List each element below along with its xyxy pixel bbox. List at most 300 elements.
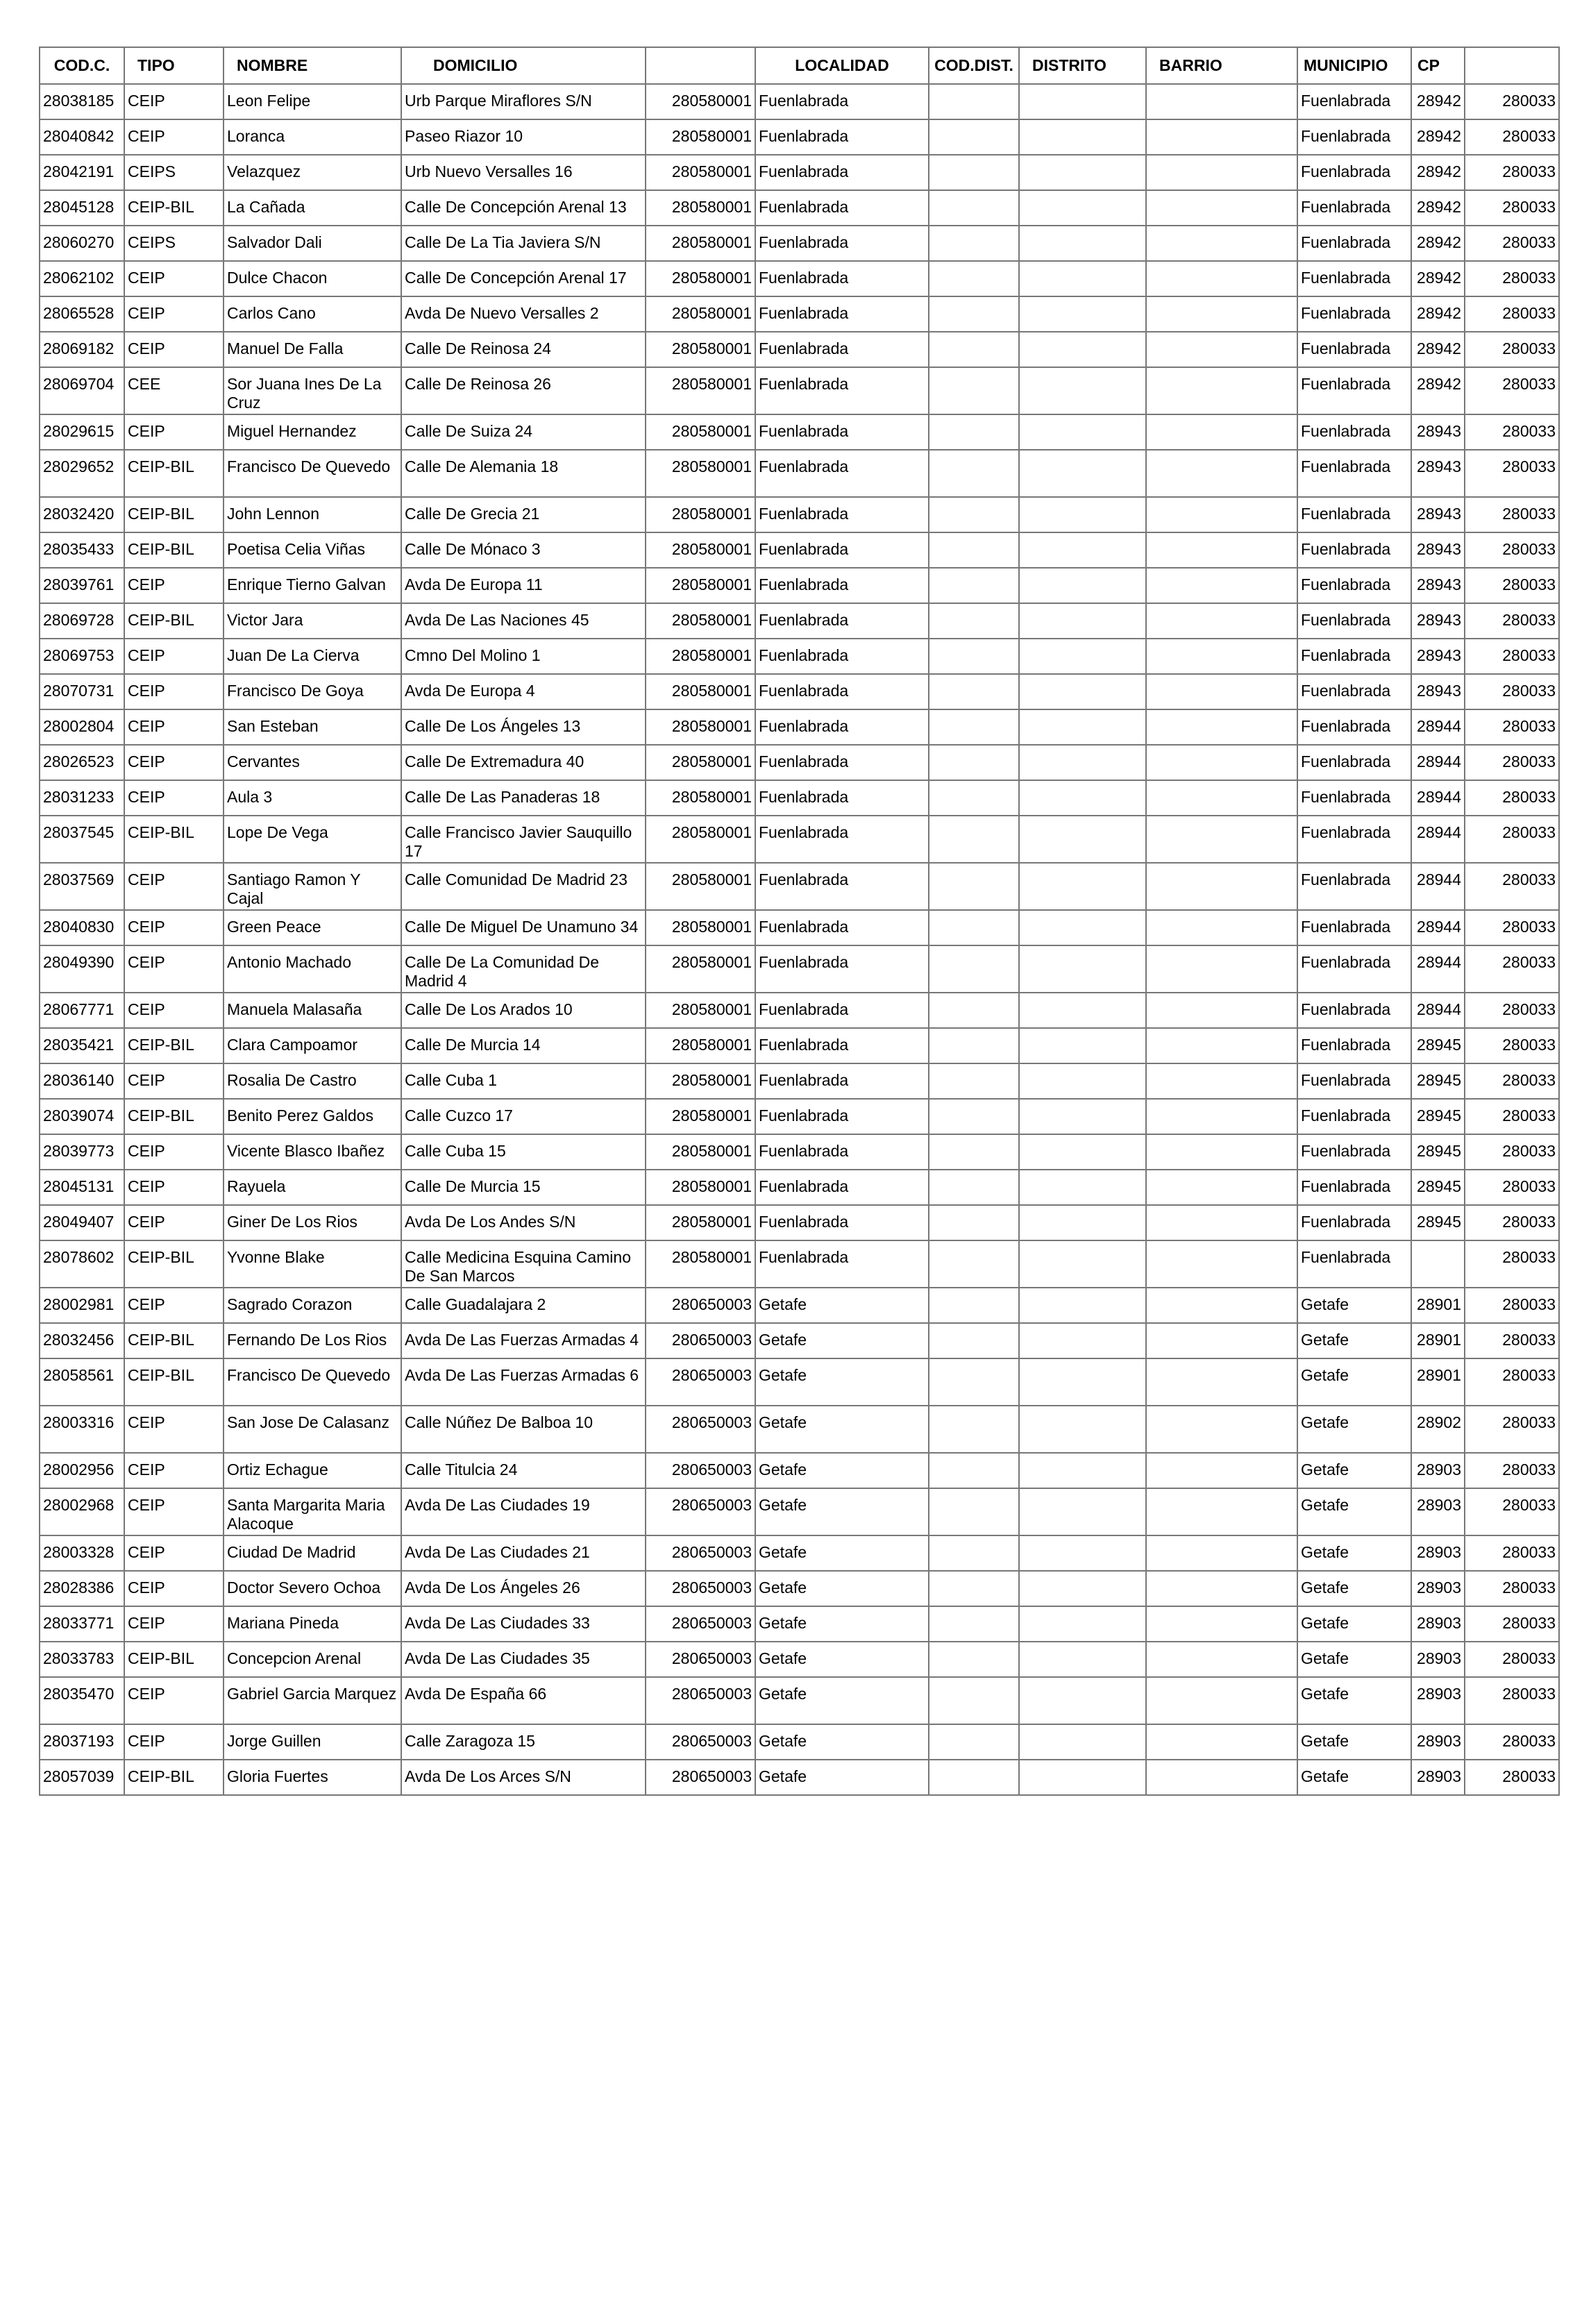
cell-distrito [1019, 945, 1146, 993]
cell-distrito [1019, 1170, 1146, 1205]
cell-cod-dist [929, 190, 1019, 226]
cell-localidad: Fuenlabrada [755, 945, 929, 993]
cell-cod-dist [929, 1134, 1019, 1170]
cell-code: 280580001 [646, 816, 755, 863]
cell-tipo: CEIP-BIL [124, 450, 224, 497]
cell-code2: 280033 [1465, 1453, 1559, 1488]
table-row [40, 1677, 1559, 1724]
cell-barrio [1146, 745, 1297, 780]
cell-nombre: Dulce Chacon [224, 261, 401, 296]
cell-barrio [1146, 450, 1297, 497]
cell-cp: 28944 [1411, 816, 1465, 863]
cell-cod-dist [929, 1323, 1019, 1358]
cell-localidad: Fuenlabrada [755, 1205, 929, 1240]
cell-code: 280580001 [646, 945, 755, 993]
cell-tipo: CEIP [124, 414, 224, 450]
cell-tipo: CEIP-BIL [124, 1240, 224, 1288]
table-row [40, 1099, 1559, 1134]
cell-nombre: Poetisa Celia Viñas [224, 532, 401, 568]
cell-domicilio: Calle De Concepción Arenal 17 [401, 261, 646, 296]
cell-cod-dist [929, 780, 1019, 816]
cell-tipo: CEIP [124, 863, 224, 910]
cell-barrio [1146, 1288, 1297, 1323]
cell-barrio [1146, 1453, 1297, 1488]
cell-nombre: Rayuela [224, 1170, 401, 1205]
cell-domicilio: Avda De Las Ciudades 35 [401, 1642, 646, 1677]
cell-code: 280580001 [646, 414, 755, 450]
cell-code2: 280033 [1465, 261, 1559, 296]
cell-tipo: CEIP-BIL [124, 603, 224, 639]
cell-nombre: San Jose De Calasanz [224, 1406, 401, 1453]
cell-localidad: Fuenlabrada [755, 1028, 929, 1063]
cell-cod-dist [929, 674, 1019, 709]
cell-nombre: Santa Margarita Maria Alacoque [224, 1488, 401, 1535]
col-header-cp: CP [1411, 47, 1465, 84]
cell-distrito [1019, 1724, 1146, 1760]
table-row [40, 993, 1559, 1028]
cell-municipio: Getafe [1297, 1406, 1411, 1453]
cell-code: 280650003 [646, 1535, 755, 1571]
cell-domicilio: Calle Francisco Javier Sauquillo 17 [401, 816, 646, 863]
table-row [40, 780, 1559, 816]
cell-cod-dist [929, 709, 1019, 745]
cell-localidad: Getafe [755, 1677, 929, 1724]
cell-barrio [1146, 367, 1297, 414]
cell-code2: 280033 [1465, 414, 1559, 450]
cell-distrito [1019, 367, 1146, 414]
cell-cod-c: 28042191 [40, 155, 124, 190]
cell-cod-dist [929, 226, 1019, 261]
cell-localidad: Fuenlabrada [755, 674, 929, 709]
cell-domicilio: Calle Comunidad De Madrid 23 [401, 863, 646, 910]
cell-distrito [1019, 226, 1146, 261]
cell-code2: 280033 [1465, 497, 1559, 532]
cell-cp: 28942 [1411, 155, 1465, 190]
table-row [40, 1134, 1559, 1170]
cell-cod-c: 28038185 [40, 84, 124, 119]
cell-nombre: Giner De Los Rios [224, 1205, 401, 1240]
cell-tipo: CEIP [124, 1724, 224, 1760]
cell-barrio [1146, 226, 1297, 261]
cell-nombre: La Cañada [224, 190, 401, 226]
cell-domicilio: Calle De Reinosa 24 [401, 332, 646, 367]
cell-barrio [1146, 332, 1297, 367]
cell-distrito [1019, 84, 1146, 119]
cell-municipio: Fuenlabrada [1297, 780, 1411, 816]
table-row [40, 414, 1559, 450]
cell-code: 280580001 [646, 1134, 755, 1170]
cell-nombre: Aula 3 [224, 780, 401, 816]
cell-tipo: CEIP [124, 84, 224, 119]
cell-tipo: CEIP [124, 332, 224, 367]
cell-code: 280580001 [646, 1205, 755, 1240]
cell-cp: 28944 [1411, 745, 1465, 780]
cell-nombre: Gloria Fuertes [224, 1760, 401, 1795]
cell-cod-dist [929, 993, 1019, 1028]
cell-cod-c: 28033771 [40, 1606, 124, 1642]
table-row [40, 532, 1559, 568]
cell-tipo: CEIP [124, 568, 224, 603]
cell-nombre: Sor Juana Ines De La Cruz [224, 367, 401, 414]
cell-code: 280650003 [646, 1453, 755, 1488]
cell-barrio [1146, 497, 1297, 532]
cell-domicilio: Calle De La Comunidad De Madrid 4 [401, 945, 646, 993]
cell-municipio: Getafe [1297, 1288, 1411, 1323]
cell-cod-c: 28039773 [40, 1134, 124, 1170]
cell-cod-dist [929, 261, 1019, 296]
cell-code: 280580001 [646, 1170, 755, 1205]
cell-distrito [1019, 532, 1146, 568]
cell-barrio [1146, 1677, 1297, 1724]
cell-distrito [1019, 261, 1146, 296]
cell-domicilio: Calle De Extremadura 40 [401, 745, 646, 780]
cell-localidad: Getafe [755, 1288, 929, 1323]
cell-municipio: Getafe [1297, 1677, 1411, 1724]
cell-tipo: CEIP [124, 1406, 224, 1453]
cell-code2: 280033 [1465, 1358, 1559, 1406]
cell-cod-dist [929, 296, 1019, 332]
cell-cod-dist [929, 1535, 1019, 1571]
cell-domicilio: Calle De Murcia 15 [401, 1170, 646, 1205]
cell-barrio [1146, 1358, 1297, 1406]
cell-localidad: Fuenlabrada [755, 226, 929, 261]
cell-cod-c: 28045128 [40, 190, 124, 226]
cell-code: 280650003 [646, 1642, 755, 1677]
col-header-cod-dist: COD.DIST. [929, 47, 1019, 84]
cell-localidad: Fuenlabrada [755, 1134, 929, 1170]
cell-municipio: Fuenlabrada [1297, 226, 1411, 261]
table-row [40, 1063, 1559, 1099]
cell-cp: 28942 [1411, 332, 1465, 367]
cell-tipo: CEIP [124, 1134, 224, 1170]
col-header-localidad: LOCALIDAD [755, 47, 929, 84]
cell-municipio: Getafe [1297, 1323, 1411, 1358]
cell-domicilio: Avda De Los Arces S/N [401, 1760, 646, 1795]
cell-nombre: Leon Felipe [224, 84, 401, 119]
cell-municipio: Fuenlabrada [1297, 993, 1411, 1028]
cell-cp: 28943 [1411, 414, 1465, 450]
cell-municipio: Getafe [1297, 1453, 1411, 1488]
cell-nombre: Santiago Ramon Y Cajal [224, 863, 401, 910]
cell-barrio [1146, 910, 1297, 945]
cell-cod-c: 28033783 [40, 1642, 124, 1677]
cell-localidad: Fuenlabrada [755, 190, 929, 226]
cell-municipio: Fuenlabrada [1297, 497, 1411, 532]
cell-localidad: Fuenlabrada [755, 296, 929, 332]
cell-code2: 280033 [1465, 532, 1559, 568]
cell-domicilio: Calle De Murcia 14 [401, 1028, 646, 1063]
cell-barrio [1146, 1063, 1297, 1099]
cell-code2: 280033 [1465, 1642, 1559, 1677]
cell-distrito [1019, 1453, 1146, 1488]
cell-domicilio: Calle Titulcia 24 [401, 1453, 646, 1488]
cell-code: 280650003 [646, 1571, 755, 1606]
cell-code: 280580001 [646, 226, 755, 261]
cell-municipio: Fuenlabrada [1297, 910, 1411, 945]
cell-municipio: Fuenlabrada [1297, 674, 1411, 709]
cell-domicilio: Avda De España 66 [401, 1677, 646, 1724]
cell-cp: 28903 [1411, 1453, 1465, 1488]
cell-cod-c: 28065528 [40, 296, 124, 332]
cell-tipo: CEIP [124, 1535, 224, 1571]
cell-code2: 280033 [1465, 226, 1559, 261]
table-row [40, 1205, 1559, 1240]
cell-cod-dist [929, 1677, 1019, 1724]
cell-tipo: CEIP [124, 745, 224, 780]
table-row [40, 1488, 1559, 1535]
cell-code2: 280033 [1465, 332, 1559, 367]
cell-code: 280650003 [646, 1488, 755, 1535]
cell-municipio: Fuenlabrada [1297, 745, 1411, 780]
cell-code2: 280033 [1465, 568, 1559, 603]
cell-localidad: Fuenlabrada [755, 414, 929, 450]
cell-cod-c: 28069753 [40, 639, 124, 674]
cell-cod-c: 28026523 [40, 745, 124, 780]
cell-cod-c: 28070731 [40, 674, 124, 709]
cell-code: 280580001 [646, 296, 755, 332]
cell-cod-c: 28039761 [40, 568, 124, 603]
cell-barrio [1146, 1488, 1297, 1535]
cell-domicilio: Avda De Europa 4 [401, 674, 646, 709]
cell-cod-dist [929, 1205, 1019, 1240]
cell-cod-dist [929, 1099, 1019, 1134]
cell-distrito [1019, 603, 1146, 639]
cell-nombre: John Lennon [224, 497, 401, 532]
cell-cod-dist [929, 367, 1019, 414]
cell-code: 280580001 [646, 190, 755, 226]
cell-localidad: Getafe [755, 1323, 929, 1358]
cell-localidad: Fuenlabrada [755, 497, 929, 532]
cell-localidad: Fuenlabrada [755, 155, 929, 190]
cell-cod-c: 28003316 [40, 1406, 124, 1453]
cell-domicilio: Calle Zaragoza 15 [401, 1724, 646, 1760]
cell-cod-c: 28069728 [40, 603, 124, 639]
cell-municipio: Fuenlabrada [1297, 155, 1411, 190]
cell-nombre: Sagrado Corazon [224, 1288, 401, 1323]
cell-distrito [1019, 1677, 1146, 1724]
cell-cp: 28945 [1411, 1099, 1465, 1134]
cell-code2: 280033 [1465, 1134, 1559, 1170]
cell-code2: 280033 [1465, 1760, 1559, 1795]
cell-cod-c: 28036140 [40, 1063, 124, 1099]
cell-tipo: CEIP [124, 1571, 224, 1606]
cell-tipo: CEIP-BIL [124, 1358, 224, 1406]
cell-cp: 28903 [1411, 1535, 1465, 1571]
cell-cod-c: 28040830 [40, 910, 124, 945]
cell-barrio [1146, 1134, 1297, 1170]
cell-nombre: Ciudad De Madrid [224, 1535, 401, 1571]
header-row [40, 47, 1559, 84]
cell-nombre: Doctor Severo Ochoa [224, 1571, 401, 1606]
cell-code2: 280033 [1465, 745, 1559, 780]
cell-code2: 280033 [1465, 1323, 1559, 1358]
cell-domicilio: Calle Guadalajara 2 [401, 1288, 646, 1323]
cell-cod-dist [929, 497, 1019, 532]
cell-code: 280580001 [646, 261, 755, 296]
cell-code: 280650003 [646, 1677, 755, 1724]
cell-municipio: Getafe [1297, 1488, 1411, 1535]
cell-cod-dist [929, 745, 1019, 780]
cell-municipio: Fuenlabrada [1297, 1028, 1411, 1063]
cell-localidad: Fuenlabrada [755, 532, 929, 568]
cell-barrio [1146, 1760, 1297, 1795]
schools-table [39, 47, 1560, 1796]
cell-distrito [1019, 1606, 1146, 1642]
cell-code2: 280033 [1465, 1099, 1559, 1134]
cell-barrio [1146, 296, 1297, 332]
cell-code: 280580001 [646, 745, 755, 780]
cell-municipio: Fuenlabrada [1297, 414, 1411, 450]
cell-localidad: Fuenlabrada [755, 910, 929, 945]
cell-municipio: Getafe [1297, 1535, 1411, 1571]
cell-cp: 28943 [1411, 639, 1465, 674]
cell-nombre: Benito Perez Galdos [224, 1099, 401, 1134]
cell-municipio: Fuenlabrada [1297, 709, 1411, 745]
cell-cp: 28944 [1411, 910, 1465, 945]
cell-domicilio: Cmno Del Molino 1 [401, 639, 646, 674]
cell-cp: 28944 [1411, 993, 1465, 1028]
col-header-municipio: MUNICIPIO [1297, 47, 1411, 84]
cell-tipo: CEIP [124, 910, 224, 945]
cell-localidad: Fuenlabrada [755, 1170, 929, 1205]
cell-barrio [1146, 532, 1297, 568]
table-row [40, 1760, 1559, 1795]
cell-code: 280580001 [646, 603, 755, 639]
cell-distrito [1019, 1134, 1146, 1170]
cell-tipo: CEIP [124, 1606, 224, 1642]
cell-tipo: CEIP [124, 1063, 224, 1099]
cell-nombre: Ortiz Echague [224, 1453, 401, 1488]
cell-tipo: CEIP [124, 1488, 224, 1535]
cell-cp: 28942 [1411, 226, 1465, 261]
cell-code2: 280033 [1465, 863, 1559, 910]
cell-tipo: CEIP [124, 709, 224, 745]
cell-cod-dist [929, 1358, 1019, 1406]
cell-barrio [1146, 709, 1297, 745]
cell-tipo: CEIP-BIL [124, 1323, 224, 1358]
cell-cod-dist [929, 155, 1019, 190]
cell-barrio [1146, 1170, 1297, 1205]
cell-localidad: Fuenlabrada [755, 1240, 929, 1288]
cell-code2: 280033 [1465, 1724, 1559, 1760]
cell-code: 280580001 [646, 674, 755, 709]
cell-cod-c: 28040842 [40, 119, 124, 155]
table-row [40, 1358, 1559, 1406]
cell-distrito [1019, 780, 1146, 816]
cell-localidad: Fuenlabrada [755, 603, 929, 639]
cell-cod-dist [929, 1724, 1019, 1760]
cell-distrito [1019, 1760, 1146, 1795]
cell-barrio [1146, 1406, 1297, 1453]
cell-domicilio: Calle De Miguel De Unamuno 34 [401, 910, 646, 945]
cell-localidad: Fuenlabrada [755, 332, 929, 367]
cell-cod-dist [929, 1453, 1019, 1488]
cell-localidad: Fuenlabrada [755, 367, 929, 414]
cell-cod-c: 28058561 [40, 1358, 124, 1406]
cell-localidad: Getafe [755, 1760, 929, 1795]
table-row [40, 1571, 1559, 1606]
cell-domicilio: Calle De Los Ángeles 13 [401, 709, 646, 745]
cell-code2: 280033 [1465, 296, 1559, 332]
cell-municipio: Getafe [1297, 1606, 1411, 1642]
cell-barrio [1146, 603, 1297, 639]
cell-municipio: Getafe [1297, 1760, 1411, 1795]
cell-code: 280650003 [646, 1323, 755, 1358]
cell-code: 280580001 [646, 639, 755, 674]
cell-distrito [1019, 1063, 1146, 1099]
cell-code2: 280033 [1465, 1170, 1559, 1205]
cell-cod-dist [929, 1240, 1019, 1288]
cell-cod-dist [929, 1642, 1019, 1677]
cell-barrio [1146, 816, 1297, 863]
table-row [40, 261, 1559, 296]
cell-code2: 280033 [1465, 1606, 1559, 1642]
cell-code: 280650003 [646, 1606, 755, 1642]
cell-localidad: Getafe [755, 1488, 929, 1535]
cell-code2: 280033 [1465, 119, 1559, 155]
cell-cod-c: 28029615 [40, 414, 124, 450]
cell-cod-c: 28032456 [40, 1323, 124, 1358]
cell-cod-dist [929, 1406, 1019, 1453]
cell-domicilio: Avda De Las Ciudades 21 [401, 1535, 646, 1571]
cell-barrio [1146, 1028, 1297, 1063]
cell-domicilio: Calle Cuba 15 [401, 1134, 646, 1170]
cell-nombre: Jorge Guillen [224, 1724, 401, 1760]
cell-municipio: Fuenlabrada [1297, 603, 1411, 639]
col-header-blank-2 [1465, 47, 1559, 84]
cell-tipo: CEIP [124, 993, 224, 1028]
cell-municipio: Fuenlabrada [1297, 296, 1411, 332]
cell-cp: 28945 [1411, 1063, 1465, 1099]
cell-cp: 28944 [1411, 945, 1465, 993]
cell-municipio: Fuenlabrada [1297, 816, 1411, 863]
cell-distrito [1019, 1240, 1146, 1288]
cell-domicilio: Calle De Las Panaderas 18 [401, 780, 646, 816]
cell-code: 280580001 [646, 332, 755, 367]
cell-code: 280580001 [646, 367, 755, 414]
cell-code2: 280033 [1465, 1205, 1559, 1240]
cell-cp: 28942 [1411, 261, 1465, 296]
cell-localidad: Fuenlabrada [755, 84, 929, 119]
cell-code2: 280033 [1465, 709, 1559, 745]
col-header-domicilio: DOMICILIO [401, 47, 646, 84]
cell-cp: 28944 [1411, 709, 1465, 745]
cell-cod-c: 28002968 [40, 1488, 124, 1535]
cell-localidad: Fuenlabrada [755, 1063, 929, 1099]
cell-barrio [1146, 155, 1297, 190]
cell-barrio [1146, 1240, 1297, 1288]
cell-cod-c: 28031233 [40, 780, 124, 816]
cell-cod-dist [929, 414, 1019, 450]
cell-nombre: Fernando De Los Rios [224, 1323, 401, 1358]
cell-code2: 280033 [1465, 1571, 1559, 1606]
cell-nombre: Cervantes [224, 745, 401, 780]
cell-localidad: Fuenlabrada [755, 993, 929, 1028]
cell-cp: 28903 [1411, 1760, 1465, 1795]
cell-cod-c: 28037569 [40, 863, 124, 910]
table-row [40, 639, 1559, 674]
cell-distrito [1019, 568, 1146, 603]
cell-nombre: Vicente Blasco Ibañez [224, 1134, 401, 1170]
cell-barrio [1146, 639, 1297, 674]
cell-domicilio: Avda De Las Ciudades 33 [401, 1606, 646, 1642]
cell-cod-c: 28002956 [40, 1453, 124, 1488]
col-header-distrito: DISTRITO [1019, 47, 1146, 84]
cell-domicilio: Avda De Europa 11 [401, 568, 646, 603]
cell-code2: 280033 [1465, 155, 1559, 190]
cell-municipio: Fuenlabrada [1297, 190, 1411, 226]
cell-code: 280580001 [646, 155, 755, 190]
